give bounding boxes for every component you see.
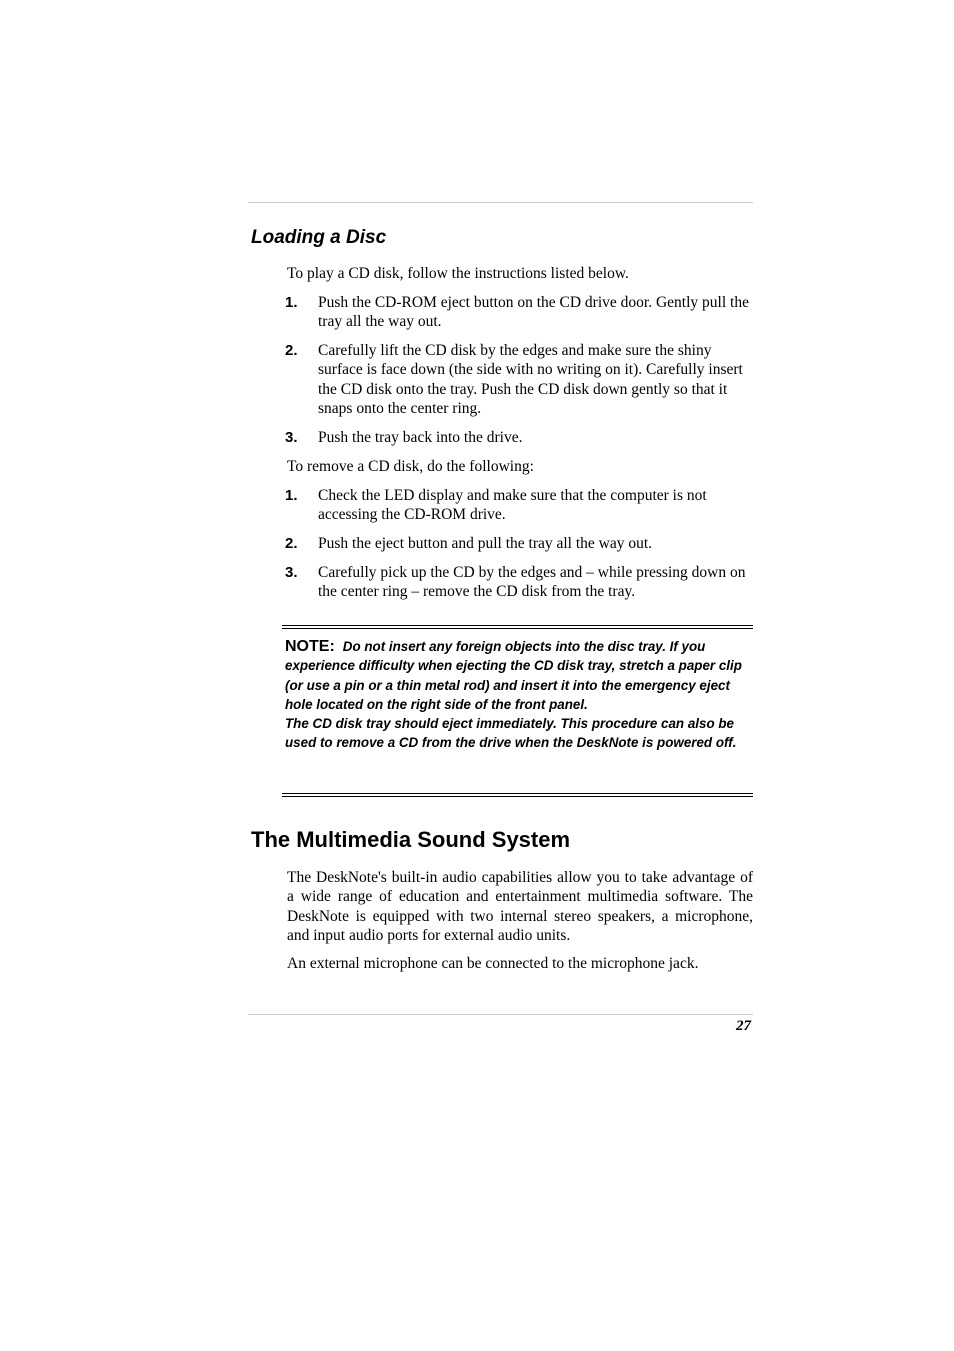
step-text: Carefully pick up the CD by the edges and – while pressing down on the center ring – remove the CD disk from the tray. <box>318 564 746 601</box>
header-rule <box>248 202 753 203</box>
multimedia-paragraph-2: An external microphone can be connected to the microphone jack. <box>287 955 699 972</box>
step-number: 2. <box>285 535 298 552</box>
step-number: 3. <box>285 564 298 581</box>
step-number: 1. <box>285 487 298 504</box>
step-number: 1. <box>285 294 298 311</box>
note-text-2: The CD disk tray should eject immediately. This procedure can also be used to remove a CD from the drive when the DeskNote is powered off. <box>285 716 737 751</box>
loading-intro: To play a CD disk, follow the instructions listed below. <box>287 265 629 282</box>
step-text: Push the tray back into the drive. <box>318 429 523 446</box>
note-text-1: Do not insert any foreign objects into the disc tray. If you experience difficulty when ejecting the CD disk tray, stretch a paper clip (or use a pin or a thin metal rod) and insert it into the emergency eject hole located on the right side of the front panel. <box>285 639 742 712</box>
page-number: 27 <box>736 1018 751 1034</box>
step-text: Carefully lift the CD disk by the edges and make sure the shiny surface is face down (the side with no writing on it). Carefully insert the CD disk onto the tray. Push the CD disk down gently so that it snaps onto the center ring. <box>318 342 743 417</box>
step-number: 3. <box>285 429 298 446</box>
note-content <box>285 637 747 753</box>
section-heading-multimedia: The Multimedia Sound System <box>251 827 571 852</box>
step-text: Check the LED display and make sure that the computer is not accessing the CD-ROM drive. <box>318 487 707 524</box>
multimedia-paragraph-1: The DeskNote's built-in audio capabilities allow you to take advantage of a wide range of education and entertainment multimedia software. The DeskNote is equipped with two internal stereo speakers, a microphone, and input audio ports for external audio units. <box>287 869 753 944</box>
section-heading-loading-disc: Loading a Disc <box>251 227 387 248</box>
remove-intro: To remove a CD disk, do the following: <box>287 458 534 475</box>
note-label: NOTE: <box>285 638 335 655</box>
step-number: 2. <box>285 342 298 359</box>
note-box <box>282 625 753 797</box>
footer-rule <box>248 1014 753 1015</box>
step-text: Push the CD-ROM eject button on the CD drive door. Gently pull the tray all the way out. <box>318 294 749 331</box>
step-text: Push the eject button and pull the tray all the way out. <box>318 535 653 552</box>
